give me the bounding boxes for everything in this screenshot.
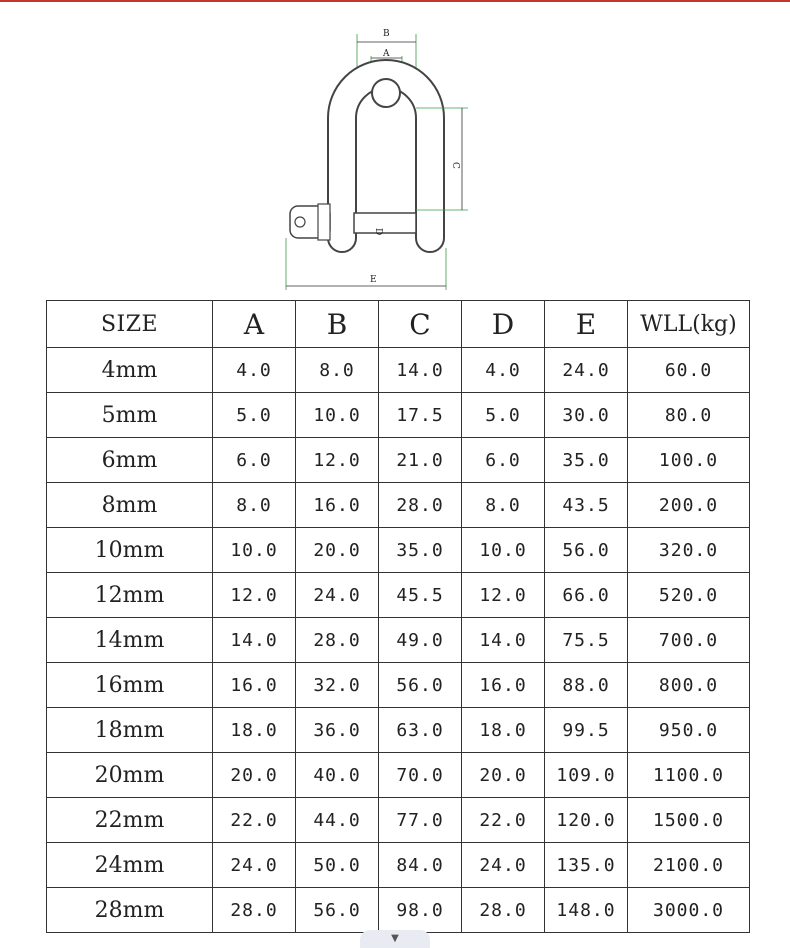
label-e: E: [370, 275, 377, 285]
cell-a: 20.0: [213, 753, 296, 798]
table-row: [47, 393, 750, 438]
cell-b: 56.0: [296, 888, 379, 933]
cell-b: 16.0: [296, 483, 379, 528]
cell-size: 18mm: [47, 708, 213, 753]
cell-wll: 2100.0: [628, 843, 750, 888]
cell-d: 14.0: [462, 618, 545, 663]
cell-size: 8mm: [47, 483, 213, 528]
header-b: B: [296, 301, 379, 348]
top-divider: [0, 0, 790, 2]
cell-wll: 320.0: [628, 528, 750, 573]
cell-size: 5mm: [47, 393, 213, 438]
cell-a: 4.0: [213, 348, 296, 393]
cell-wll: 1100.0: [628, 753, 750, 798]
cell-wll: 800.0: [628, 663, 750, 708]
cell-a: 5.0: [213, 393, 296, 438]
table-row: [47, 348, 750, 393]
cell-wll: 520.0: [628, 573, 750, 618]
cell-a: 8.0: [213, 483, 296, 528]
cell-d: 22.0: [462, 798, 545, 843]
shackle-diagram: [270, 18, 490, 298]
cell-wll: 700.0: [628, 618, 750, 663]
cell-b: 24.0: [296, 573, 379, 618]
table-header-row: [47, 301, 750, 348]
header-a: A: [213, 301, 296, 348]
cell-a: 6.0: [213, 438, 296, 483]
cell-a: 14.0: [213, 618, 296, 663]
label-c: C: [450, 162, 460, 169]
cell-d: 28.0: [462, 888, 545, 933]
table-row: [47, 438, 750, 483]
cell-wll: 1500.0: [628, 798, 750, 843]
cell-e: 24.0: [545, 348, 628, 393]
table-row: [47, 618, 750, 663]
table-body: [47, 348, 750, 933]
cell-c: 17.5: [379, 393, 462, 438]
shackle-spec-table: [46, 300, 750, 933]
cell-a: 16.0: [213, 663, 296, 708]
cell-wll: 3000.0: [628, 888, 750, 933]
cell-e: 99.5: [545, 708, 628, 753]
cell-size: 10mm: [47, 528, 213, 573]
cell-a: 24.0: [213, 843, 296, 888]
label-b: B: [383, 29, 390, 39]
cell-e: 75.5: [545, 618, 628, 663]
cell-b: 10.0: [296, 393, 379, 438]
table-row: [47, 483, 750, 528]
cell-e: 88.0: [545, 663, 628, 708]
cell-size: 24mm: [47, 843, 213, 888]
cell-a: 22.0: [213, 798, 296, 843]
cell-d: 6.0: [462, 438, 545, 483]
cell-b: 12.0: [296, 438, 379, 483]
cell-c: 45.5: [379, 573, 462, 618]
table-row: [47, 528, 750, 573]
cell-d: 8.0: [462, 483, 545, 528]
cell-b: 44.0: [296, 798, 379, 843]
cell-c: 28.0: [379, 483, 462, 528]
cell-size: 12mm: [47, 573, 213, 618]
cell-d: 4.0: [462, 348, 545, 393]
cell-wll: 100.0: [628, 438, 750, 483]
table-row: [47, 753, 750, 798]
cell-a: 18.0: [213, 708, 296, 753]
cell-b: 28.0: [296, 618, 379, 663]
cell-c: 56.0: [379, 663, 462, 708]
cell-e: 109.0: [545, 753, 628, 798]
cell-e: 120.0: [545, 798, 628, 843]
cell-d: 10.0: [462, 528, 545, 573]
cell-e: 148.0: [545, 888, 628, 933]
cell-wll: 60.0: [628, 348, 750, 393]
header-c: C: [379, 301, 462, 348]
cell-c: 49.0: [379, 618, 462, 663]
header-wll: WLL(kg): [628, 301, 750, 348]
cell-size: 6mm: [47, 438, 213, 483]
cell-size: 16mm: [47, 663, 213, 708]
cell-c: 70.0: [379, 753, 462, 798]
cell-e: 30.0: [545, 393, 628, 438]
cell-wll: 950.0: [628, 708, 750, 753]
cell-d: 20.0: [462, 753, 545, 798]
cell-d: 24.0: [462, 843, 545, 888]
cell-size: 28mm: [47, 888, 213, 933]
cell-d: 16.0: [462, 663, 545, 708]
shackle-drawing: [270, 18, 490, 298]
cell-c: 84.0: [379, 843, 462, 888]
cell-b: 40.0: [296, 753, 379, 798]
cell-b: 8.0: [296, 348, 379, 393]
chevron-down-icon[interactable]: ▼: [391, 933, 399, 944]
header-size: SIZE: [47, 301, 213, 348]
cell-d: 12.0: [462, 573, 545, 618]
cell-size: 4mm: [47, 348, 213, 393]
table-row: [47, 888, 750, 933]
header-e: E: [545, 301, 628, 348]
cell-a: 28.0: [213, 888, 296, 933]
cell-b: 36.0: [296, 708, 379, 753]
cell-a: 10.0: [213, 528, 296, 573]
cell-e: 66.0: [545, 573, 628, 618]
table-row: [47, 843, 750, 888]
cell-c: 63.0: [379, 708, 462, 753]
scroll-down-tab[interactable]: [360, 930, 430, 948]
cell-b: 50.0: [296, 843, 379, 888]
cell-e: 135.0: [545, 843, 628, 888]
table-row: [47, 573, 750, 618]
cell-d: 18.0: [462, 708, 545, 753]
cell-size: 20mm: [47, 753, 213, 798]
cell-e: 43.5: [545, 483, 628, 528]
cell-c: 21.0: [379, 438, 462, 483]
cell-wll: 80.0: [628, 393, 750, 438]
cell-b: 20.0: [296, 528, 379, 573]
cell-c: 35.0: [379, 528, 462, 573]
table-row: [47, 663, 750, 708]
label-a: A: [383, 49, 390, 59]
cell-e: 56.0: [545, 528, 628, 573]
cell-e: 35.0: [545, 438, 628, 483]
cell-c: 98.0: [379, 888, 462, 933]
header-d: D: [462, 301, 545, 348]
cell-c: 14.0: [379, 348, 462, 393]
cell-size: 22mm: [47, 798, 213, 843]
cell-wll: 200.0: [628, 483, 750, 528]
table-row: [47, 708, 750, 753]
label-d: D: [373, 228, 383, 236]
cell-c: 77.0: [379, 798, 462, 843]
cell-b: 32.0: [296, 663, 379, 708]
cell-a: 12.0: [213, 573, 296, 618]
cell-d: 5.0: [462, 393, 545, 438]
table-row: [47, 798, 750, 843]
cell-size: 14mm: [47, 618, 213, 663]
